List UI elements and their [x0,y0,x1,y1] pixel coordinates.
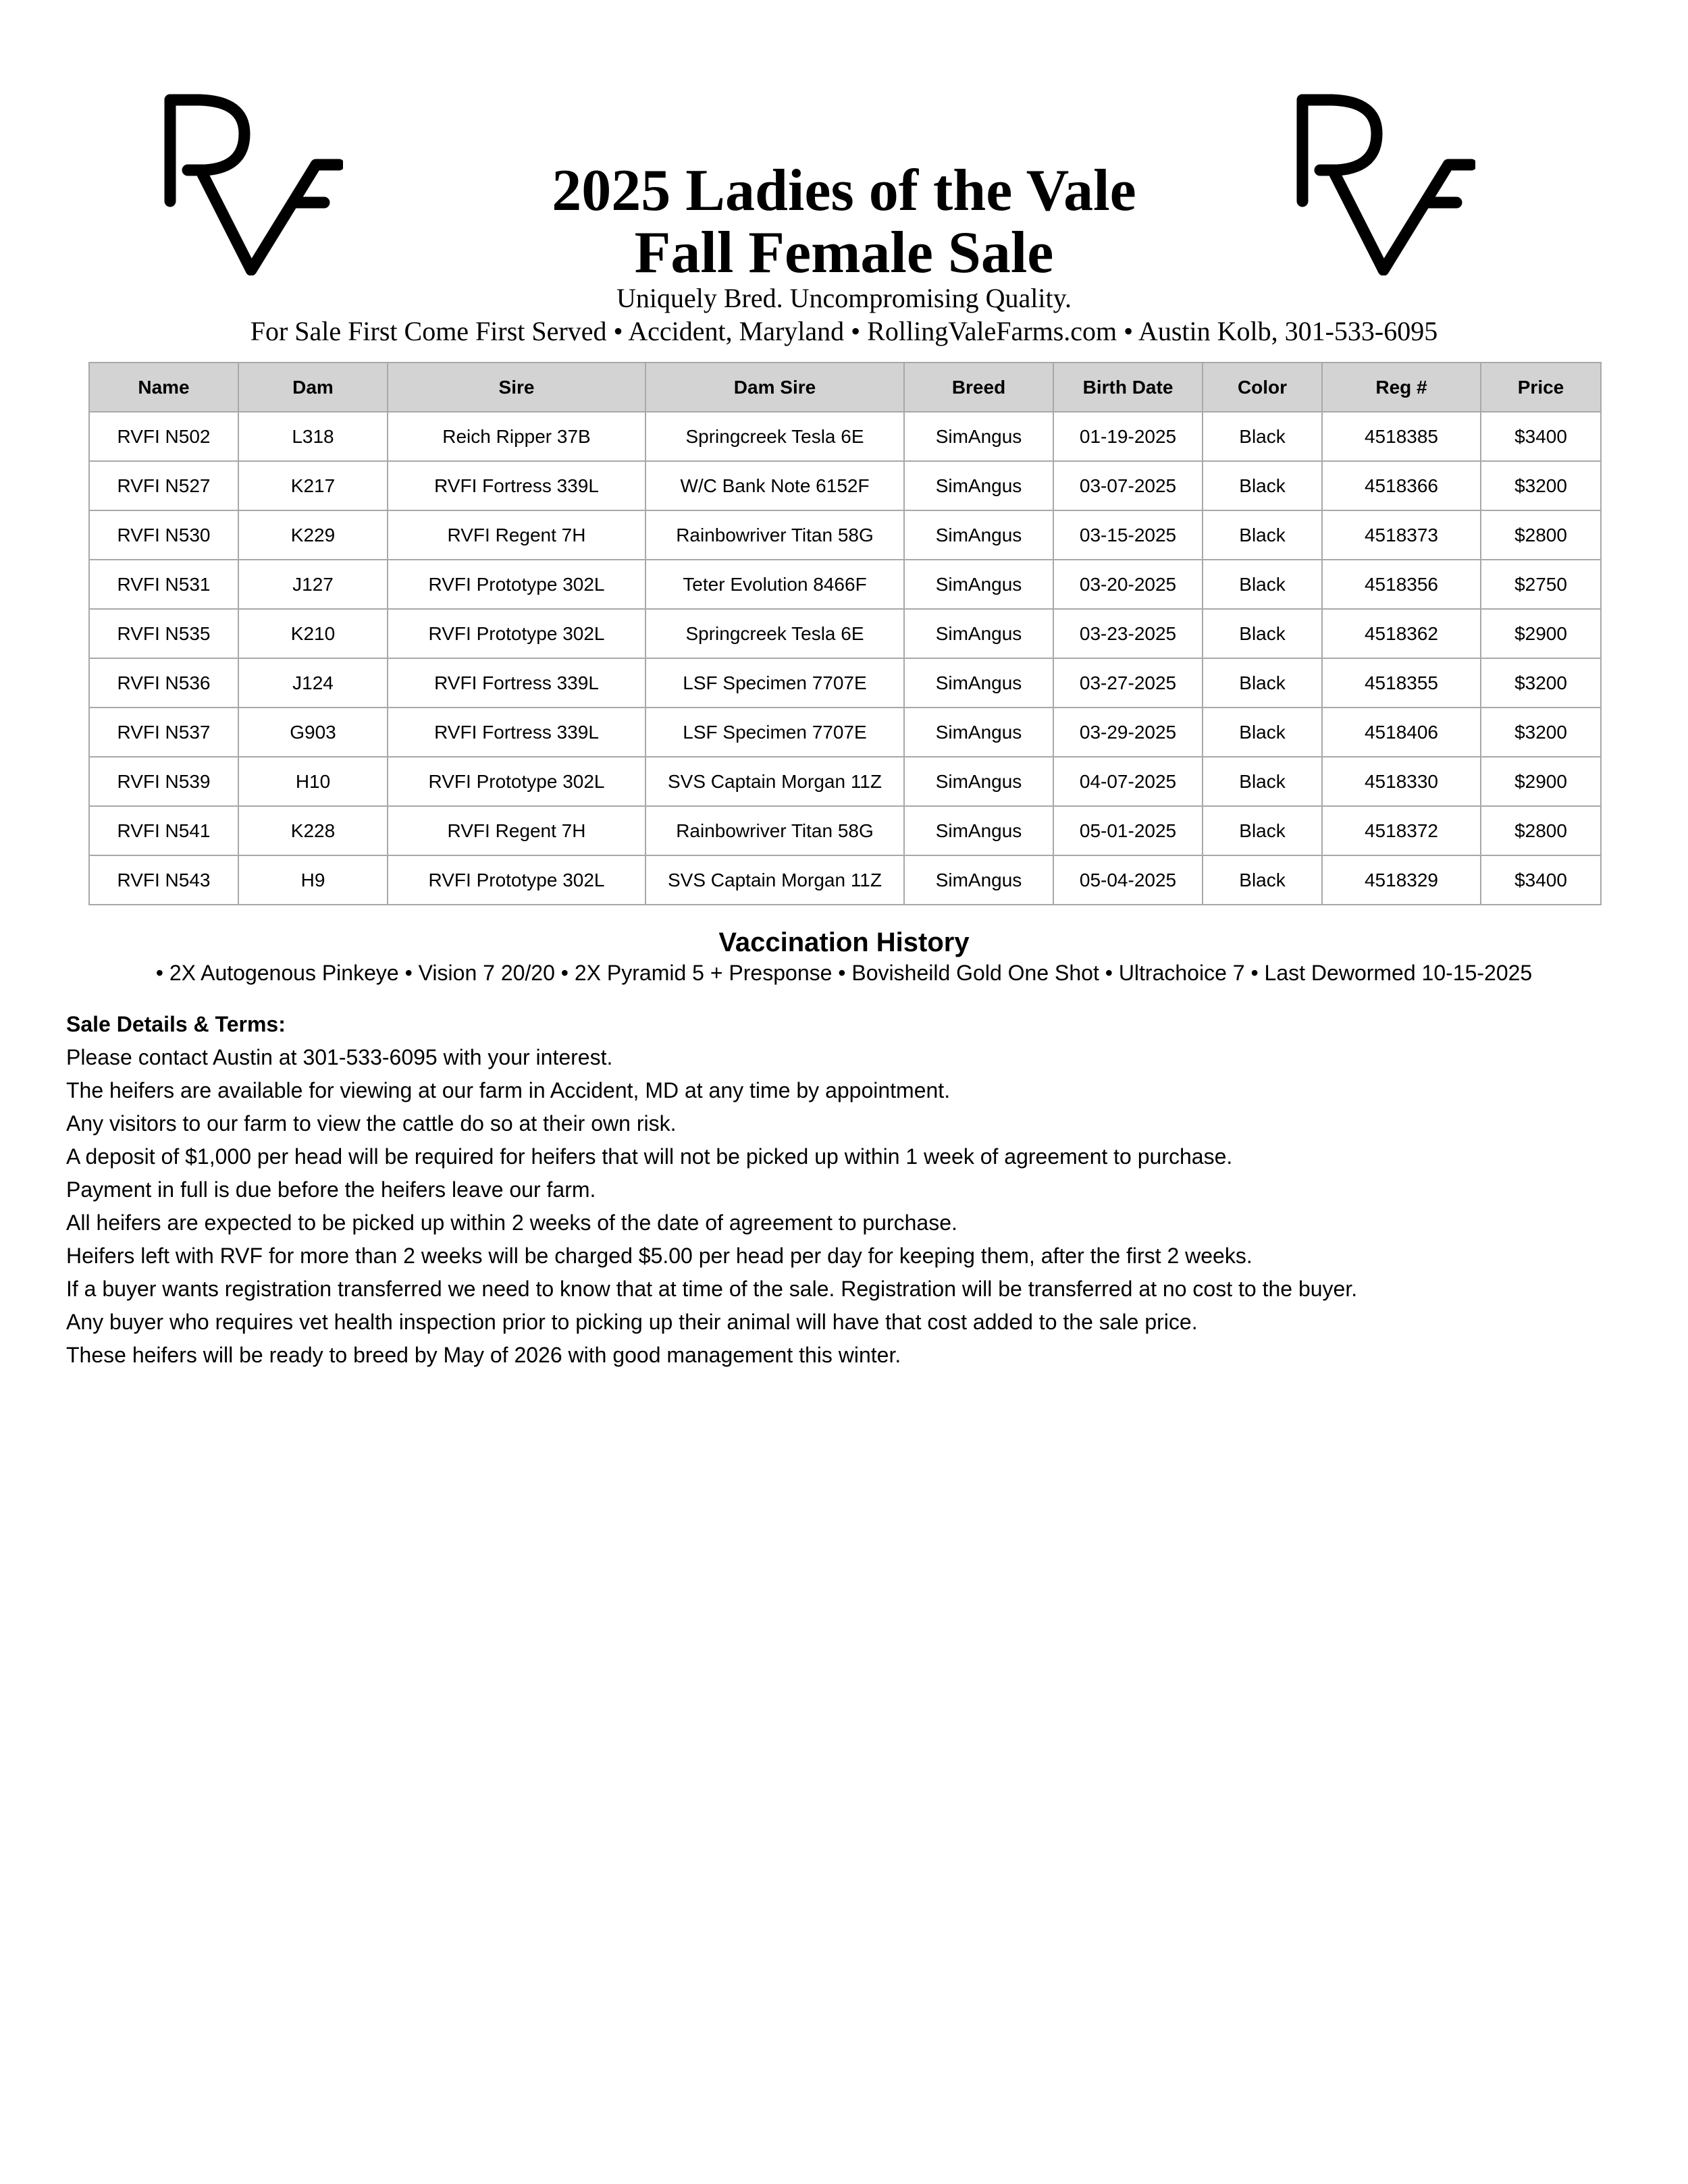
table-cell: 03-29-2025 [1053,708,1203,757]
table-cell: SVS Captain Morgan 11Z [645,757,904,806]
table-cell: Black [1203,510,1322,560]
table-cell: Black [1203,609,1322,658]
page-title-line2: Fall Female Sale [634,220,1054,286]
table-cell: SimAngus [904,757,1053,806]
table-cell: RVFI Fortress 339L [388,658,645,708]
table-body [89,412,1601,905]
sale-table [88,362,1602,905]
table-cell: 4518355 [1322,658,1481,708]
terms-line: These heifers will be ready to breed by May of 2026 with good management this winter. [66,1343,901,1367]
table-cell: $3200 [1481,708,1601,757]
table-cell: 03-20-2025 [1053,560,1203,609]
table-cell: RVFI N502 [89,412,238,461]
table-cell: $3400 [1481,412,1601,461]
table-cell: 05-04-2025 [1053,855,1203,905]
table-cell: SimAngus [904,806,1053,855]
table-cell: SVS Captain Morgan 11Z [645,855,904,905]
table-cell: SimAngus [904,658,1053,708]
table-cell: 03-07-2025 [1053,461,1203,510]
page-title-line1: 2025 Ladies of the Vale [552,158,1136,223]
tagline: Uniquely Bred. Uncompromising Quality. [616,283,1072,313]
table-cell: 03-27-2025 [1053,658,1203,708]
terms-line: The heifers are available for viewing at our farm in Accident, MD at any time by appointment. [66,1078,951,1102]
table-cell: Black [1203,806,1322,855]
table-header-row [89,363,1601,412]
table-row [89,708,1601,757]
table-cell: Black [1203,855,1322,905]
table-cell: Black [1203,412,1322,461]
table-row [89,412,1601,461]
table-cell: RVFI N527 [89,461,238,510]
table-cell: $2900 [1481,757,1601,806]
table-cell: Springcreek Tesla 6E [645,412,904,461]
table-cell: SimAngus [904,609,1053,658]
table-row [89,806,1601,855]
table-cell: 4518385 [1322,412,1481,461]
table-cell: Black [1203,560,1322,609]
table-cell: RVFI Regent 7H [388,510,645,560]
table-cell: K210 [238,609,388,658]
table-cell: W/C Bank Note 6152F [645,461,904,510]
table-cell: RVFI N535 [89,609,238,658]
table-cell: 01-19-2025 [1053,412,1203,461]
table-cell: Black [1203,757,1322,806]
terms-lines [66,1041,1619,1372]
table-cell: 4518356 [1322,560,1481,609]
table-cell: Rainbowriver Titan 58G [645,510,904,560]
table-cell: $3200 [1481,658,1601,708]
table-cell: 4518373 [1322,510,1481,560]
table-cell: $2900 [1481,609,1601,658]
table-cell: $3200 [1481,461,1601,510]
terms-line: If a buyer wants registration transferred we need to know that at time of the sale. Registration will be transferred at no cost to the buyer. [66,1277,1358,1301]
column-header: Reg # [1322,363,1481,412]
table-cell: SimAngus [904,510,1053,560]
table-cell: 4518372 [1322,806,1481,855]
table-cell: J124 [238,658,388,708]
table-cell: SimAngus [904,855,1053,905]
terms-line: Any visitors to our farm to view the cattle do so at their own risk. [66,1111,677,1136]
table-row [89,510,1601,560]
column-header: Dam [238,363,388,412]
table-cell: RVFI N541 [89,806,238,855]
table-cell: SimAngus [904,461,1053,510]
table-cell: K217 [238,461,388,510]
sale-terms [66,1010,1619,1372]
table-cell: 03-23-2025 [1053,609,1203,658]
column-header: Breed [904,363,1053,412]
table-cell: K228 [238,806,388,855]
table-cell: 4518329 [1322,855,1481,905]
table-row [89,757,1601,806]
table-cell: 03-15-2025 [1053,510,1203,560]
table-row [89,461,1601,510]
table-cell: RVFI N543 [89,855,238,905]
table-cell: RVFI Fortress 339L [388,708,645,757]
table-row [89,609,1601,658]
table-cell: $2800 [1481,510,1601,560]
table-row [89,855,1601,905]
table-cell: SimAngus [904,412,1053,461]
table-cell: 4518330 [1322,757,1481,806]
table-cell: H10 [238,757,388,806]
table-row [89,560,1601,609]
column-header: Price [1481,363,1601,412]
table-cell: RVFI N536 [89,658,238,708]
terms-line: Any buyer who requires vet health inspection prior to picking up their animal will have that cost added to the sale price. [66,1310,1198,1334]
table-cell: $2800 [1481,806,1601,855]
table-cell: J127 [238,560,388,609]
table-cell: 4518366 [1322,461,1481,510]
table-cell: Black [1203,708,1322,757]
contact-line: For Sale First Come First Served • Accident, Maryland • RollingValeFarms.com • Austin Kolb, 301-533-6095 [250,316,1438,346]
table-cell: LSF Specimen 7707E [645,658,904,708]
terms-line: Heifers left with RVF for more than 2 weeks will be charged $5.00 per head per day for keeping them, after the first 2 weeks. [66,1244,1252,1268]
table-cell: RVFI Prototype 302L [388,757,645,806]
table-cell: RVFI Prototype 302L [388,560,645,609]
table-cell: SimAngus [904,560,1053,609]
table-cell: 4518406 [1322,708,1481,757]
table-cell: G903 [238,708,388,757]
table-cell: RVFI N537 [89,708,238,757]
terms-line: All heifers are expected to be picked up within 2 weeks of the date of agreement to purchase. [66,1210,957,1235]
table-row [89,658,1601,708]
terms-line: A deposit of $1,000 per head will be required for heifers that will not be picked up within 1 week of agreement to purchase. [66,1144,1233,1169]
column-header: Color [1203,363,1322,412]
table-cell: RVFI Fortress 339L [388,461,645,510]
terms-line: Payment in full is due before the heifers leave our farm. [66,1177,596,1202]
column-header: Sire [388,363,645,412]
column-header: Dam Sire [645,363,904,412]
table-cell: RVFI Prototype 302L [388,855,645,905]
table-cell: RVFI Regent 7H [388,806,645,855]
table-cell: Springcreek Tesla 6E [645,609,904,658]
table-cell: H9 [238,855,388,905]
table-cell: $2750 [1481,560,1601,609]
table-cell: K229 [238,510,388,560]
column-header: Birth Date [1053,363,1203,412]
table-cell: Reich Ripper 37B [388,412,645,461]
vaccination-title: Vaccination History [718,928,970,957]
table-cell: SimAngus [904,708,1053,757]
table-cell: LSF Specimen 7707E [645,708,904,757]
terms-line: Please contact Austin at 301-533-6095 with your interest. [66,1045,613,1069]
table-cell: RVFI N539 [89,757,238,806]
table-cell: $3400 [1481,855,1601,905]
table-cell: L318 [238,412,388,461]
table-cell: RVFI N530 [89,510,238,560]
terms-heading: Sale Details & Terms: [66,1012,286,1036]
table-cell: 04-07-2025 [1053,757,1203,806]
table-cell: 4518362 [1322,609,1481,658]
table-cell: Teter Evolution 8466F [645,560,904,609]
table-cell: 05-01-2025 [1053,806,1203,855]
table-cell: Rainbowriver Titan 58G [645,806,904,855]
vaccination-list: • 2X Autogenous Pinkeye • Vision 7 20/20 • 2X Pyramid 5 + Presponse • Bovisheild Gold One Shot • Ultrachoice 7 • Last Dewormed 10-15-2025 [155,961,1533,985]
table-cell: RVFI N531 [89,560,238,609]
table-cell: Black [1203,658,1322,708]
column-header: Name [89,363,238,412]
table-cell: Black [1203,461,1322,510]
table-cell: RVFI Prototype 302L [388,609,645,658]
